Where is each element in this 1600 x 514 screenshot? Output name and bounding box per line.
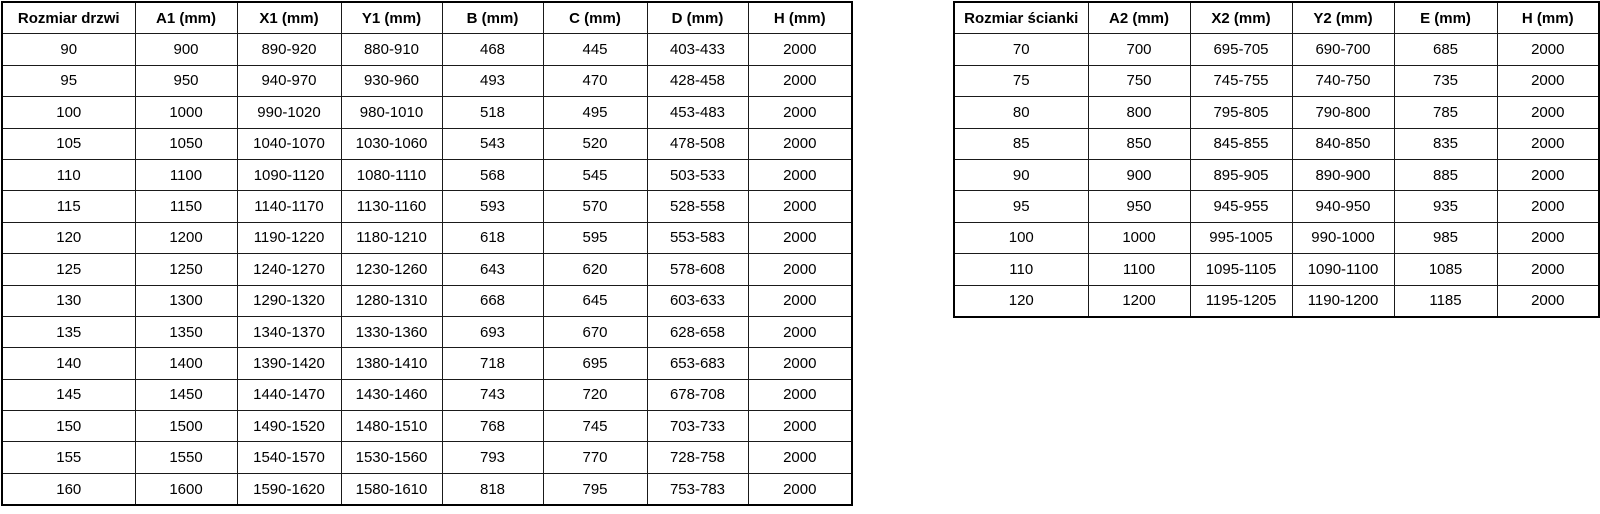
table-cell: 1590-1620 [237,473,341,505]
table-cell: 95 [2,65,135,96]
table-cell: 690-700 [1292,34,1394,65]
table-cell: 445 [543,34,647,65]
table-row [2,222,852,253]
table-cell: 1000 [1088,222,1190,253]
table-cell: 1580-1610 [341,473,442,505]
table-cell: 1130-1160 [341,191,442,222]
table-row [2,442,852,473]
table-cell: 1200 [135,222,237,253]
column-header: H (mm) [748,2,852,34]
table-cell: 1280-1310 [341,285,442,316]
table-cell: 1000 [135,97,237,128]
table-cell: 1100 [135,159,237,190]
table-cell: 553-583 [647,222,748,253]
table-row [2,473,852,505]
table-row [954,285,1599,317]
door-dimensions-table [1,1,853,506]
table-cell: 2000 [1497,65,1599,96]
table-cell: 603-633 [647,285,748,316]
column-header: Rozmiar drzwi [2,2,135,34]
table-cell: 735 [1394,65,1497,96]
table-cell: 110 [2,159,135,190]
table-cell: 1230-1260 [341,254,442,285]
table-cell: 695-705 [1190,34,1292,65]
table-cell: 1150 [135,191,237,222]
table-cell: 1050 [135,128,237,159]
table-cell: 800 [1088,97,1190,128]
table-cell: 850 [1088,128,1190,159]
column-header: Y2 (mm) [1292,2,1394,34]
column-header: Y1 (mm) [341,2,442,34]
table-cell: 890-900 [1292,159,1394,190]
table-cell: 130 [2,285,135,316]
table-cell: 85 [954,128,1088,159]
table-cell: 155 [2,442,135,473]
table-cell: 478-508 [647,128,748,159]
table-cell: 945-955 [1190,191,1292,222]
table-cell: 545 [543,159,647,190]
table-cell: 653-683 [647,348,748,379]
table-cell: 520 [543,128,647,159]
table-cell: 2000 [1497,159,1599,190]
table-cell: 105 [2,128,135,159]
table-cell: 428-458 [647,65,748,96]
table-cell: 768 [442,411,543,442]
table-cell: 1095-1105 [1190,254,1292,285]
table-cell: 2000 [748,34,852,65]
column-header: X1 (mm) [237,2,341,34]
table-cell: 1090-1100 [1292,254,1394,285]
table-cell: 720 [543,379,647,410]
table-cell: 1450 [135,379,237,410]
table-cell: 793 [442,442,543,473]
table-cell: 1500 [135,411,237,442]
table-cell: 578-608 [647,254,748,285]
table-cell: 518 [442,97,543,128]
table-cell: 750 [1088,65,1190,96]
table-cell: 100 [2,97,135,128]
table-cell: 718 [442,348,543,379]
table-cell: 593 [442,191,543,222]
table-cell: 1100 [1088,254,1190,285]
table-cell: 1200 [1088,285,1190,317]
table-cell: 2000 [748,254,852,285]
table-cell: 2000 [748,191,852,222]
table-cell: 1380-1410 [341,348,442,379]
table-cell: 990-1020 [237,97,341,128]
table-row [2,348,852,379]
table-cell: 835 [1394,128,1497,159]
table-row [954,222,1599,253]
column-header: Rozmiar ścianki [954,2,1088,34]
table-cell: 950 [135,65,237,96]
table-cell: 595 [543,222,647,253]
table-cell: 110 [954,254,1088,285]
table-cell: 90 [2,34,135,65]
table-cell: 2000 [1497,254,1599,285]
table-cell: 753-783 [647,473,748,505]
table-cell: 685 [1394,34,1497,65]
table-row [954,128,1599,159]
table-cell: 845-855 [1190,128,1292,159]
table-cell: 2000 [748,128,852,159]
table-row [954,34,1599,65]
table-cell: 985 [1394,222,1497,253]
table-cell: 2000 [748,222,852,253]
table-cell: 1195-1205 [1190,285,1292,317]
table-cell: 770 [543,442,647,473]
table-cell: 2000 [1497,222,1599,253]
table-cell: 1440-1470 [237,379,341,410]
table-cell: 1080-1110 [341,159,442,190]
table-cell: 693 [442,316,543,347]
table-cell: 1185 [1394,285,1497,317]
table-row [2,285,852,316]
table-row [2,65,852,96]
table-cell: 503-533 [647,159,748,190]
table-cell: 145 [2,379,135,410]
table-cell: 2000 [748,316,852,347]
table-cell: 2000 [748,348,852,379]
table-row [2,128,852,159]
table-cell: 1300 [135,285,237,316]
table-cell: 568 [442,159,543,190]
table-row [2,159,852,190]
table-row [2,191,852,222]
table-cell: 2000 [748,285,852,316]
table-cell: 1600 [135,473,237,505]
table-cell: 743 [442,379,543,410]
table-cell: 2000 [748,65,852,96]
table-cell: 840-850 [1292,128,1394,159]
table-row [2,97,852,128]
column-header: H (mm) [1497,2,1599,34]
table-cell: 628-658 [647,316,748,347]
table-row [954,97,1599,128]
table-cell: 1190-1200 [1292,285,1394,317]
table-cell: 468 [442,34,543,65]
table-cell: 1390-1420 [237,348,341,379]
table-cell: 2000 [1497,97,1599,128]
table-cell: 150 [2,411,135,442]
table-cell: 1030-1060 [341,128,442,159]
table-row [2,411,852,442]
table-cell: 2000 [748,411,852,442]
table-cell: 728-758 [647,442,748,473]
table-cell: 790-800 [1292,97,1394,128]
table-cell: 2000 [748,97,852,128]
table-cell: 1240-1270 [237,254,341,285]
table-cell: 618 [442,222,543,253]
table-cell: 120 [954,285,1088,317]
table-row [2,316,852,347]
table-cell: 1140-1170 [237,191,341,222]
table-cell: 980-1010 [341,97,442,128]
table-cell: 1250 [135,254,237,285]
table-cell: 1430-1460 [341,379,442,410]
column-header: X2 (mm) [1190,2,1292,34]
table-cell: 1090-1120 [237,159,341,190]
column-header: C (mm) [543,2,647,34]
table-cell: 495 [543,97,647,128]
table-row [954,254,1599,285]
table-cell: 1180-1210 [341,222,442,253]
column-header: A2 (mm) [1088,2,1190,34]
table-cell: 528-558 [647,191,748,222]
header-row [954,2,1599,34]
table-cell: 745 [543,411,647,442]
table-cell: 570 [543,191,647,222]
table-cell: 1350 [135,316,237,347]
table-cell: 1190-1220 [237,222,341,253]
table-cell: 1400 [135,348,237,379]
table-cell: 1290-1320 [237,285,341,316]
column-header: E (mm) [1394,2,1497,34]
table-cell: 135 [2,316,135,347]
table-cell: 645 [543,285,647,316]
table-cell: 785 [1394,97,1497,128]
wall-dimensions-table [953,1,1600,318]
table-row [2,254,852,285]
table-cell: 140 [2,348,135,379]
table-cell: 700 [1088,34,1190,65]
table-cell: 890-920 [237,34,341,65]
table-cell: 1490-1520 [237,411,341,442]
table-cell: 470 [543,65,647,96]
table-cell: 795-805 [1190,97,1292,128]
table-cell: 1530-1560 [341,442,442,473]
table-cell: 895-905 [1190,159,1292,190]
column-header: A1 (mm) [135,2,237,34]
table-cell: 940-950 [1292,191,1394,222]
table-cell: 1085 [1394,254,1497,285]
table-cell: 703-733 [647,411,748,442]
table-cell: 643 [442,254,543,285]
table-cell: 453-483 [647,97,748,128]
table-cell: 2000 [748,159,852,190]
table-cell: 740-750 [1292,65,1394,96]
table-cell: 95 [954,191,1088,222]
table-cell: 620 [543,254,647,285]
table-cell: 2000 [748,379,852,410]
table-cell: 75 [954,65,1088,96]
table-row [954,191,1599,222]
table-cell: 1480-1510 [341,411,442,442]
table-cell: 940-970 [237,65,341,96]
table-cell: 2000 [748,473,852,505]
table-cell: 125 [2,254,135,285]
table-cell: 745-755 [1190,65,1292,96]
table-row [954,65,1599,96]
table-row [954,159,1599,190]
table-cell: 668 [442,285,543,316]
table-cell: 950 [1088,191,1190,222]
table-cell: 493 [442,65,543,96]
table-cell: 695 [543,348,647,379]
table-cell: 670 [543,316,647,347]
table-cell: 990-1000 [1292,222,1394,253]
table-cell: 2000 [1497,191,1599,222]
table-cell: 2000 [1497,34,1599,65]
column-header: D (mm) [647,2,748,34]
table-cell: 678-708 [647,379,748,410]
table-cell: 115 [2,191,135,222]
table-cell: 930-960 [341,65,442,96]
table-cell: 880-910 [341,34,442,65]
table-cell: 1330-1360 [341,316,442,347]
table-cell: 90 [954,159,1088,190]
table-cell: 2000 [1497,128,1599,159]
table-cell: 70 [954,34,1088,65]
table-cell: 900 [135,34,237,65]
table-cell: 795 [543,473,647,505]
table-cell: 100 [954,222,1088,253]
table-cell: 1340-1370 [237,316,341,347]
table-cell: 1550 [135,442,237,473]
table-cell: 2000 [748,442,852,473]
table-cell: 900 [1088,159,1190,190]
header-row [2,2,852,34]
table-row [2,379,852,410]
table-cell: 1040-1070 [237,128,341,159]
table-cell: 885 [1394,159,1497,190]
table-cell: 160 [2,473,135,505]
table-cell: 403-433 [647,34,748,65]
table-cell: 120 [2,222,135,253]
column-header: B (mm) [442,2,543,34]
table-cell: 818 [442,473,543,505]
table-cell: 995-1005 [1190,222,1292,253]
table-cell: 80 [954,97,1088,128]
table-cell: 543 [442,128,543,159]
table-cell: 2000 [1497,285,1599,317]
table-row [2,34,852,65]
table-cell: 935 [1394,191,1497,222]
table-cell: 1540-1570 [237,442,341,473]
